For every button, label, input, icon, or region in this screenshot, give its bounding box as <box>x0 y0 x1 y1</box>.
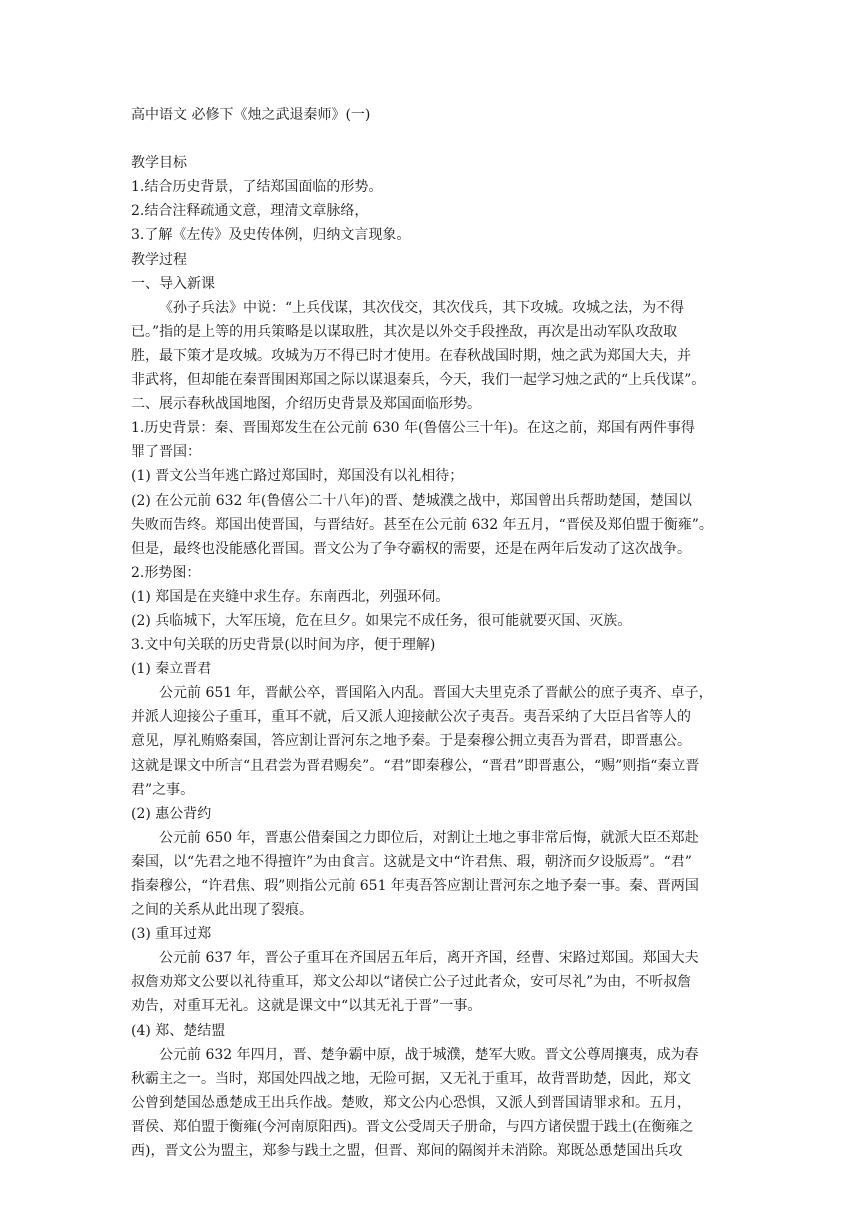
process-heading: 教学过程 <box>131 251 187 268</box>
paragraph-line: 《孙子兵法》中说：“上兵伐谋，其次伐交，其次伐兵，其下攻城。攻城之法，为不得 <box>159 299 685 316</box>
paragraph-line: 公元前 632 年四月，晋、楚争霸中原，战于城濮，楚军大败。晋文公尊周攘夷，成为春 <box>159 1046 699 1063</box>
event-heading: (3) 重耳过郑 <box>131 926 212 943</box>
paragraph-line: 秦国，以“先君之地不得擅许”为由食言。这就是文中“许君焦、瑕，朝济而夕设版焉”。“君” <box>131 853 692 870</box>
paragraph-line: 公曾到楚国怂恿楚成王出兵作战。楚败，郑文公内心恐惧，又派人到晋国请罪求和。五月， <box>131 1094 691 1111</box>
event-heading: (2) 惠公背约 <box>131 805 212 822</box>
paragraph-line: 公元前 651 年，晋献公卒，晋国陷入内乱。晋国大夫里克杀了晋献公的庶子夷齐、卓子， <box>159 685 713 702</box>
list-item: (1) 晋文公当年逃亡路过郑国时，郑国没有以礼相待； <box>131 468 464 485</box>
list-item: (2) 兵临城下，大军压境，危在旦夕。如果完不成任务，很可能就要灭国、灭族。 <box>131 612 632 629</box>
paragraph-line: 叔詹劝郑文公要以礼待重耳，郑文公却以“诸侯亡公子过此者众，安可尽礼”为由，不听叔詹 <box>131 974 692 991</box>
list-item: (1) 郑国是在夹缝中求生存。东南西北，列强环伺。 <box>131 588 450 605</box>
event-heading: (1) 秦立晋君 <box>131 661 212 678</box>
goal-item: 2.结合注释疏通文意，理清文章脉络， <box>131 203 369 220</box>
paragraph-line: 失败而告终。郑国出使晋国，与晋结好。甚至在公元前 632 年五月，“晋侯及郑伯盟于衡雍”。 <box>131 516 713 533</box>
blank-line <box>131 127 731 151</box>
subsection-heading: 3.文中句关联的历史背景(以时间为序，便于理解) <box>131 637 436 654</box>
subsection-heading: 2.形势图： <box>131 564 201 581</box>
paragraph-line: 之间的关系从此出现了裂痕。 <box>131 902 313 919</box>
goals-heading: 教学目标 <box>131 155 187 172</box>
paragraph-line: 劝告，对重耳无礼。这就是课文中“以其无礼于晋”一事。 <box>131 998 482 1015</box>
paragraph-line: 并派人迎接公子重耳，重耳不就，后又派人迎接献公次子夷吾。夷吾采纳了大臣吕省等人的 <box>131 709 691 726</box>
paragraph-line: 秋霸主之一。当时，郑国处四战之地，无险可据，又无礼于重耳，故背晋助楚，因此，郑文 <box>131 1070 691 1087</box>
paragraph-line: 晋侯、郑伯盟于衡雍(今河南原阳西)。晋文公受周天子册命，与四方诸侯盟于践土(在衡雍之 <box>131 1118 694 1135</box>
paragraph-line: 非武将，但却能在秦晋围困郑国之际以谋退秦兵，今天，我们一起学习烛之武的“上兵伐谋”。 <box>131 372 706 389</box>
list-item: (2) 在公元前 632 年(鲁僖公二十八年)的晋、楚城濮之战中，郑国曾出兵帮助楚国，楚国以 <box>131 492 692 509</box>
event-heading: (4) 郑、楚结盟 <box>131 1022 226 1039</box>
paragraph-line: 君”之事。 <box>131 781 195 798</box>
paragraph-line: 西)，晋文公为盟主，郑参与践土之盟，但晋、郑间的隔阂并未消除。郑既怂恿楚国出兵攻 <box>131 1143 683 1160</box>
paragraph-line: 公元前 650 年，晋惠公借秦国之力即位后，对割让土地之事非常后悔，就派大臣丕郑赴 <box>159 829 699 846</box>
paragraph-line: 这就是课文中所言“且君尝为晋君赐矣”。“君”即秦穆公，“晋君”即晋惠公，“赐”则指“秦立晋 <box>131 757 700 774</box>
section-heading-background: 二、展示春秋战国地图，介绍历史背景及郑国面临形势。 <box>131 396 481 413</box>
paragraph-line: 指秦穆公，“许君焦、瑕”则指公元前 651 年夷吾答应割让晋河东之地予秦一事。秦、晋两国 <box>131 878 699 894</box>
section-heading-intro: 一、导入新课 <box>131 275 215 292</box>
document-title: 高中语文 必修下《烛之武退秦师》(一) <box>131 107 371 123</box>
goal-item: 3.了解《左传》及史传体例，归纳文言现象。 <box>131 227 411 244</box>
document-page <box>131 103 731 1163</box>
paragraph-line: 1.历史背景：秦、晋围郑发生在公元前 630 年(鲁僖公三十年)。在这之前，郑国有两件事得 <box>131 420 695 437</box>
paragraph-line: 罪了晋国： <box>131 444 201 461</box>
paragraph-line: 意见，厚礼贿赂秦国，答应割让晋河东之地予秦。于是秦穆公拥立夷吾为晋君，即晋惠公。 <box>131 733 691 750</box>
paragraph-line: 已。”指的是上等的用兵策略是以谋取胜，其次是以外交手段挫敌，再次是出动军队攻敌取 <box>131 323 678 340</box>
paragraph-line: 胜，最下策才是攻城。攻城为万不得已时才使用。在春秋战国时期，烛之武为郑国大夫，并 <box>131 347 691 364</box>
paragraph-line: 但是，最终也没能感化晋国。晋文公为了争夺霸权的需要，还是在两年后发动了这次战争。 <box>131 540 691 557</box>
paragraph-line: 公元前 637 年，晋公子重耳在齐国居五年后，离开齐国，经曹、宋路过郑国。郑国大夫 <box>159 950 699 967</box>
goal-item: 1.结合历史背景，了结郑国面临的形势。 <box>131 179 383 196</box>
